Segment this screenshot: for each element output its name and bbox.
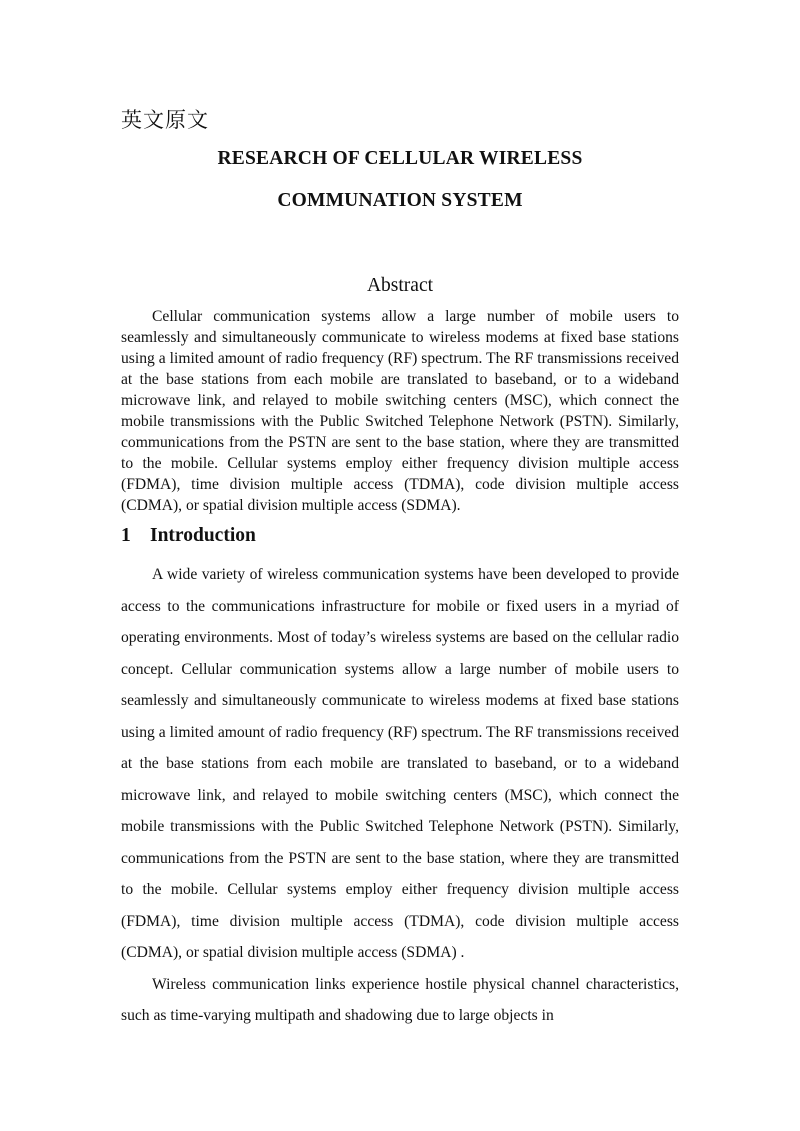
abstract-body: Cellular communication systems allow a large number of mobile users to seamlessly and simultaneously communicate to wireless modems at fixed base stations using a limited amount of radio frequency (RF) spectrum. The RF transmissions received at the base stations from each mobile are translated to baseband, or to a wideband microwave link, and relayed to mobile switching centers (MSC), which connect the mobile transmissions with the Public Switched Telephone Network (PSTN). Similarly, communications from the PSTN are sent to the base station, where they are transmitted to the mobile. Cellular systems employ either frequency division multiple access (FDMA), time division multiple access (TDMA), code division multiple access (CDMA), or spatial division multiple access (SDMA). bbox=[121, 308, 679, 514]
section-number: 1 bbox=[121, 525, 131, 546]
original-text-label: 英文原文 bbox=[121, 108, 209, 132]
introduction-body bbox=[121, 559, 679, 1032]
title-line-1: RESEARCH OF CELLULAR WIRELESS bbox=[217, 148, 583, 169]
section-title: Introduction bbox=[150, 525, 256, 546]
intro-paragraph-2: Wireless communication links experience hostile physical channel characteristics, such as time-varying multipath and shadowing due to large objects in bbox=[121, 975, 679, 1024]
title-line-2: COMMUNATION SYSTEM bbox=[277, 190, 523, 211]
section-heading bbox=[121, 525, 256, 547]
intro-paragraph-1: A wide variety of wireless communication systems have been developed to provide access to the communications infrastructure for mobile or fixed users in a myriad of operating environments. Most of today’s wireless systems are based on the cellular radio concept. Cellular communication systems allow a large number of mobile users to seamlessly and simultaneously communicate to wireless modems at fixed base stations using a limited amount of radio frequency (RF) spectrum. The RF transmissions received at the base stations from each mobile are translated to baseband, or to a wideband microwave link, and relayed to mobile switching centers (MSC), which connect the mobile transmissions with the Public Switched Telephone Network (PSTN). Similarly, communications from the PSTN are sent to the base station, where they are transmitted to the mobile. Cellular systems employ either frequency division multiple access (FDMA), time division multiple access (TDMA), code division multiple access (CDMA), or spatial division multiple access (SDMA) . bbox=[121, 566, 679, 961]
abstract-heading: Abstract bbox=[366, 275, 434, 296]
